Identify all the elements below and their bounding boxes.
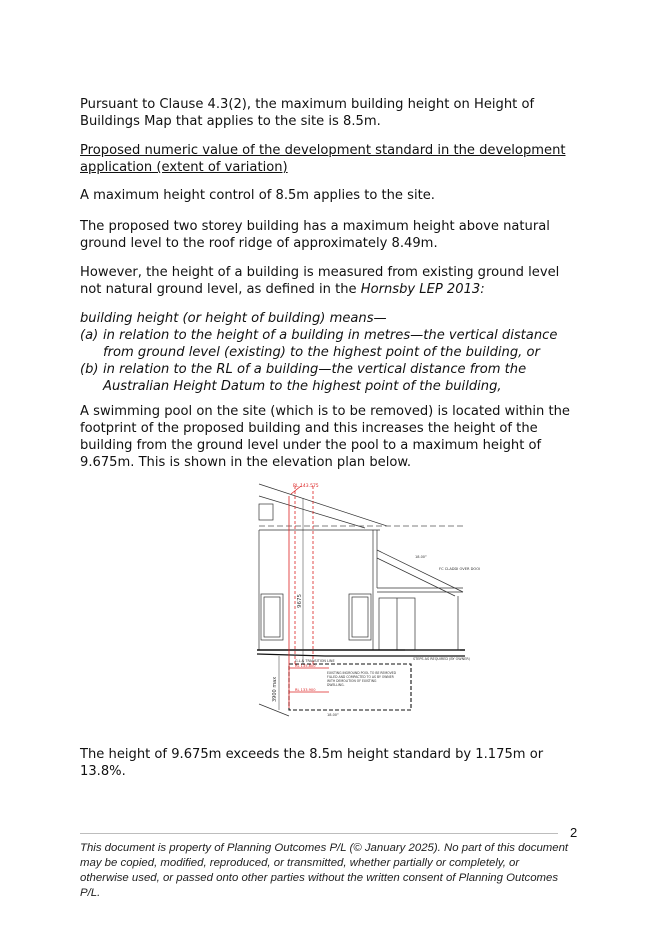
definition-block — [80, 310, 580, 395]
paragraph-swimming-pool: A swimming pool on the site (which is to be removed) is located within the footprint of the proposed building and this increases the height of the building from the ground level under the pool to a maximum height of 9.675m. This is shown in the elevation plan below. — [80, 404, 570, 470]
fc-cladding-label: FC CLADDI OVER DOOI — [439, 567, 481, 571]
rl-top-label: RL 143.575 — [293, 484, 319, 489]
transition-line-label: G.L.& TRANSITION LINE — [295, 659, 335, 663]
footer-divider — [80, 833, 558, 834]
heading-line-1: Proposed numeric value of the development standard in the development — [80, 143, 566, 158]
definition-item-b — [80, 361, 580, 395]
pool-note: EXISTING INGROUND POOL TO BE REMOVED FILLED AND COMPACTED TO AS BY OWNER WITH DEMOLITION OF EXISTING DWELLING. — [327, 671, 397, 687]
paragraph-exceedance: The height of 9.675m exceeds the 8.5m height standard by 1.175m or 13.8%. — [80, 747, 544, 779]
paragraph-height-control: A maximum height control of 8.5m applies to the site. — [80, 188, 435, 203]
definition-label-a: (a) — [80, 328, 99, 343]
dimension-9675: 9675 — [297, 594, 303, 608]
definition-text-a: in relation to the height of a building in metres—the vertical distance from ground level (existing) to the highest point of the building, or — [103, 328, 558, 360]
dimension-3900: 3900 max — [272, 676, 278, 702]
heading-line-2: application (extent of variation) — [80, 160, 288, 175]
lep-reference: Hornsby LEP 2013: — [360, 282, 485, 297]
paragraph-clause: Pursuant to Clause 4.3(2), the maximum building height on Height of Buildings Map that applies to the site is 8.5m. — [80, 97, 535, 129]
definition-label-b: (b) — [80, 362, 99, 377]
elevation-plan — [255, 478, 481, 718]
paragraph-proposed-height: The proposed two storey building has a maximum height above natural ground level to the roof ridge of approximately 8.49m. — [80, 219, 550, 251]
ground-angle-label: 18.00° — [327, 713, 339, 717]
definition-text-b: in relation to the RL of a building—the vertical distance from the Australian Height Datum to the highest point of the building, — [103, 362, 527, 394]
rl-mid-label: RL 135.800 — [295, 664, 316, 668]
roof-angle-label: 18.00° — [415, 555, 427, 559]
measurement-text: However, the height of a building is measured from existing ground level not natural ground level, as defined in the — [80, 265, 560, 297]
copyright-notice: This document is property of Planning Outcomes P/L (© January 2025). No part of this document may be copied, modified, reproduced, or transmitted, whether partially or completely, or otherwise used, or passed onto other parties without the written consent of Planning Outcomes P/L. — [80, 842, 569, 899]
rl-low-label: RL 133.900 — [295, 688, 316, 692]
section-heading-variation — [80, 142, 566, 176]
definition-heading: building height (or height of building) means— — [80, 311, 387, 326]
paragraph-measurement — [80, 264, 580, 298]
page-number: 2 — [570, 825, 578, 840]
definition-item-a — [80, 327, 580, 361]
steps-note: STEPS AS REQUIRED (BY OWNER) — [413, 657, 471, 661]
